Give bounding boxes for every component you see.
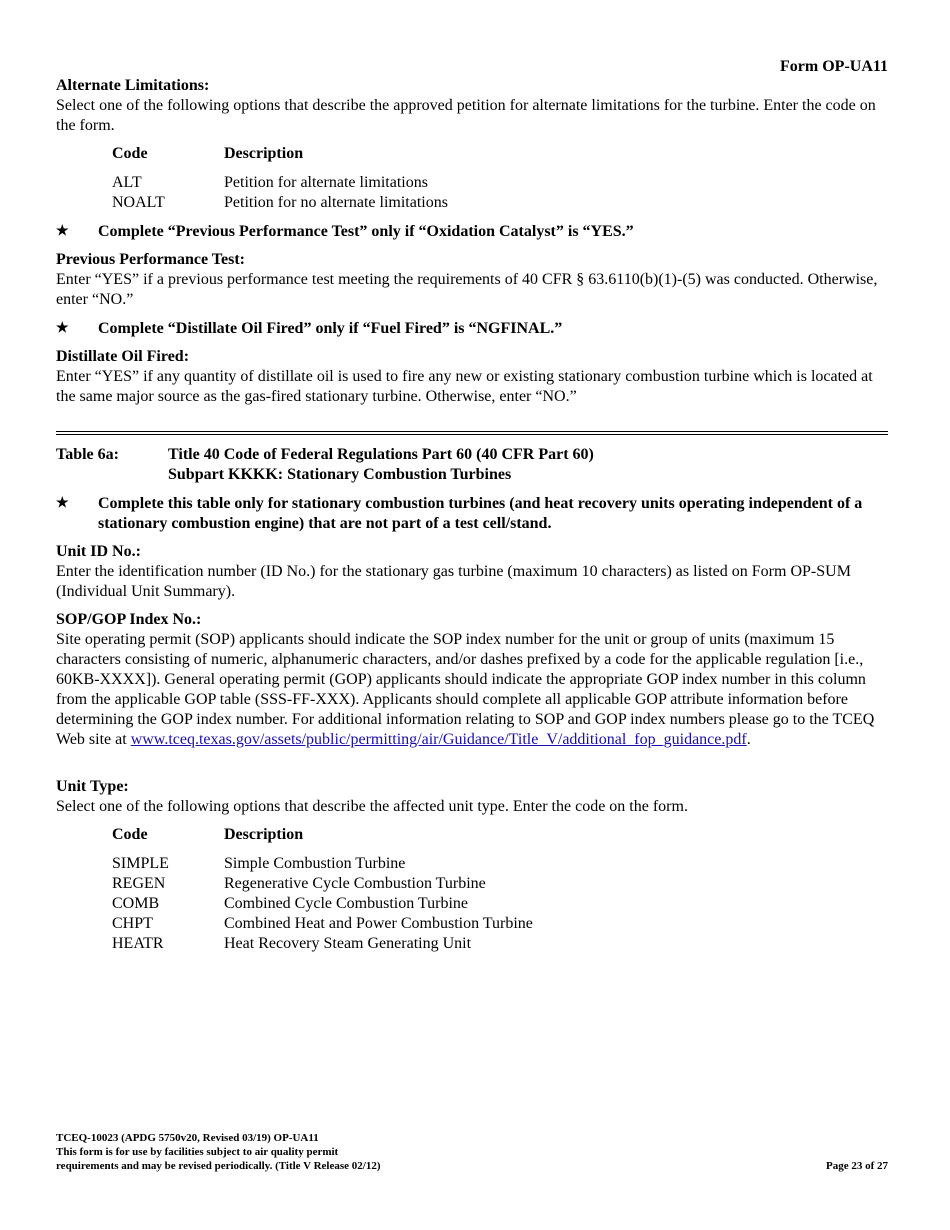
star-icon: ★ (56, 224, 69, 239)
note-distillate (56, 319, 888, 339)
star-icon: ★ (56, 496, 69, 511)
description-cell: Heat Recovery Steam Generating Unit (224, 935, 472, 952)
distillate-oil-fired-text: Enter “YES” if any quantity of distillate oil is used to fire any new or existing stationary combustion turbine which is located at the same major source as the gas-fired stationary turbine. Otherwise, enter “NO.” (56, 368, 873, 405)
unit-id-section (56, 542, 888, 602)
alternate-limitations-table (112, 144, 448, 213)
sop-gop-text (56, 630, 888, 750)
unit-type-table (112, 825, 533, 954)
table-row (112, 173, 448, 193)
note-previous-test (56, 222, 888, 242)
alternate-limitations-section (56, 76, 888, 136)
distillate-oil-fired-section (56, 347, 888, 407)
header-code: Code (112, 826, 148, 843)
note-text: Complete this table only for stationary combustion turbines (and heat recovery units operating independent of a stationary combustion engine) that are not part of a test cell/stand. (98, 495, 863, 532)
table-header-row (112, 144, 448, 164)
description-cell: Simple Combustion Turbine (224, 855, 406, 872)
footer-line1: TCEQ-10023 (APDG 5750v20, Revised 03/19) OP-UA11 (56, 1132, 319, 1144)
table-row (112, 894, 533, 914)
code-cell: REGEN (112, 875, 166, 892)
table-row (112, 193, 448, 213)
header-code: Code (112, 145, 148, 162)
table-row (112, 874, 533, 894)
alternate-limitations-text: Select one of the following options that describe the approved petition for alternate limitations for the turbine. Enter the code on the form. (56, 97, 876, 134)
alternate-limitations-heading: Alternate Limitations: (56, 77, 210, 94)
form-id: Form OP-UA11 (780, 58, 888, 75)
footer-line2: This form is for use by facilities subject to air quality permit (56, 1146, 339, 1158)
section-divider (56, 431, 888, 435)
table-label: Table 6a: (56, 446, 119, 463)
code-cell: NOALT (112, 194, 165, 211)
table-row (112, 934, 533, 954)
table-title-line1: Title 40 Code of Federal Regulations Part 60 (40 CFR Part 60) (168, 446, 594, 463)
header-description: Description (224, 826, 304, 843)
previous-performance-test-section (56, 250, 888, 310)
sop-gop-body: Site operating permit (SOP) applicants should indicate the SOP index number for the unit or group of units (maximum 15 characters consisting of numeric, alphanumeric characters, and/or dashes prefixed by a code for the applicable regulation [i.e., 60KB-XXXX]). General operating permit (GOP) applicants should indicate the appropriate GOP index number in this column from the applicable GOP table (SSS-FF-XXX). Applicants should complete all applicable GOP attribute information before determining the GOP index number. For additional information relating to SOP and GOP index numbers please go to the TCEQ Web site at (56, 631, 875, 748)
code-cell: ALT (112, 174, 142, 191)
description-cell: Petition for alternate limitations (224, 174, 428, 191)
previous-performance-test-heading: Previous Performance Test: (56, 251, 245, 268)
code-cell: COMB (112, 895, 160, 912)
unit-id-heading: Unit ID No.: (56, 543, 141, 560)
unit-type-heading: Unit Type: (56, 778, 129, 795)
footer-line3: requirements and may be revised periodically. (Title V Release 02/12) (56, 1160, 381, 1172)
page (56, 0, 888, 1230)
header-description: Description (224, 145, 304, 162)
table-row (112, 914, 533, 934)
table-6a-title (56, 445, 888, 485)
code-cell: SIMPLE (112, 855, 169, 872)
note-text: Complete “Distillate Oil Fired” only if “Fuel Fired” is “NGFINAL.” (98, 320, 563, 337)
sop-gop-heading: SOP/GOP Index No.: (56, 611, 202, 628)
distillate-oil-fired-heading: Distillate Oil Fired: (56, 348, 190, 365)
table-header-row (112, 825, 533, 845)
link-period: . (746, 731, 751, 748)
description-cell: Combined Heat and Power Combustion Turbine (224, 915, 533, 932)
page-footer (56, 1131, 888, 1173)
code-cell: HEATR (112, 935, 164, 952)
previous-performance-test-text: Enter “YES” if a previous performance test meeting the requirements of 40 CFR § 63.6110(b)(1)-(5) was conducted. Otherwise, enter “NO.” (56, 271, 878, 308)
note-table (56, 494, 888, 534)
note-text: Complete “Previous Performance Test” only if “Oxidation Catalyst” is “YES.” (98, 223, 634, 240)
star-icon: ★ (56, 321, 69, 336)
unit-type-text: Select one of the following options that describe the affected unit type. Enter the code on the form. (56, 798, 688, 815)
unit-id-text: Enter the identification number (ID No.) for the stationary gas turbine (maximum 10 characters) as listed on Form OP-SUM (Individual Unit Summary). (56, 563, 851, 600)
code-cell: CHPT (112, 915, 153, 932)
description-cell: Combined Cycle Combustion Turbine (224, 895, 469, 912)
page-number: Page 23 of 27 (825, 1160, 888, 1172)
table-row (112, 854, 533, 874)
table-title-line2: Subpart KKKK: Stationary Combustion Turbines (168, 466, 512, 483)
tceq-guidance-link[interactable]: www.tceq.texas.gov/assets/public/permitting/air/Guidance/Title_V/additional_fop_guidance.pdf (130, 731, 747, 748)
unit-type-section (56, 777, 888, 817)
sop-gop-section (56, 610, 888, 750)
description-cell: Petition for no alternate limitations (224, 194, 448, 211)
description-cell: Regenerative Cycle Combustion Turbine (224, 875, 486, 892)
